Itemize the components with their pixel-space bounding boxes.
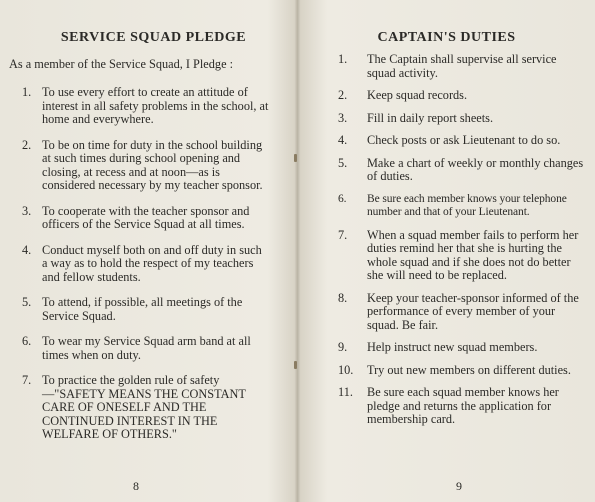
list-item	[22, 139, 270, 193]
item-text: Be sure each member knows your telephone number and that of your Lieutenant.	[367, 192, 567, 218]
list-item	[22, 244, 270, 285]
item-text: To use every effort to create an attitude of interest in all safety problems in the school, at home and everywhere.	[42, 85, 269, 126]
page-number: 8	[133, 479, 139, 493]
item-text: When a squad member fails to perform her duties remind her that she is hurting the whole squad and if she does not do better she will need to be replaced.	[367, 227, 579, 282]
item-text: To cooperate with the teacher sponsor and officers of the Service Squad at all times.	[42, 203, 250, 231]
item-number: 4.	[22, 242, 32, 257]
list-item	[338, 341, 588, 355]
item-text: Fill in daily report sheets.	[367, 110, 494, 125]
item-text: Help instruct new squad members.	[367, 340, 538, 354]
item-number: 10.	[338, 362, 354, 377]
item-number: 2.	[22, 137, 32, 152]
list-item	[338, 292, 588, 333]
item-text: To wear my Service Squad arm band at all times when on duty.	[42, 334, 251, 362]
item-text: Try out new members on different duties.	[367, 362, 571, 377]
item-text: Check posts or ask Lieutenant to do so.	[367, 133, 561, 147]
item-number: 6.	[338, 192, 347, 205]
item-text: To practice the golden rule of safety—"SAFETY MEANS THE CONSTANT CARE OF ONESELF AND THE CONTINUED INTEREST IN THE WELFARE OF OTHERS."	[42, 373, 246, 441]
list-item	[338, 193, 588, 220]
list-item	[22, 374, 270, 442]
list-item	[338, 386, 588, 427]
item-text: The Captain shall supervise all service squad activity.	[367, 52, 557, 80]
item-number: 4.	[338, 133, 348, 147]
list-item	[338, 229, 588, 283]
page-number: 9	[456, 479, 462, 493]
right-page	[298, 0, 595, 502]
list-item	[338, 134, 588, 148]
list-item	[338, 53, 588, 80]
item-number: 3.	[22, 203, 32, 218]
list-item	[338, 364, 588, 378]
item-text: To be on time for duty in the school building at such times during school opening and closing, at recess and at noon—as is considered necessary by my teacher sponsor.	[42, 137, 263, 192]
list-item	[338, 112, 588, 126]
item-text: To attend, if possible, all meetings of the Service Squad.	[42, 295, 243, 323]
pledge-list	[22, 86, 270, 442]
item-number: 1.	[22, 85, 32, 99]
left-page	[0, 0, 297, 502]
item-number: 1.	[338, 52, 348, 66]
list-item	[22, 86, 270, 127]
duties-list	[338, 53, 588, 427]
item-number: 3.	[338, 110, 348, 125]
item-number: 5.	[338, 155, 348, 170]
item-number: 11.	[338, 385, 353, 399]
item-text: Keep your teacher-sponsor informed of the performance of every member of your squad. Be fair.	[367, 290, 579, 332]
item-text: Keep squad records.	[367, 88, 468, 102]
item-text: Conduct myself both on and off duty in such a way as to hold the respect of my teachers and fellow students.	[42, 242, 262, 284]
item-number: 5.	[22, 295, 32, 309]
list-item	[22, 335, 270, 362]
pledge-intro: As a member of the Service Squad, I Pledge :	[9, 57, 234, 71]
list-item	[338, 157, 588, 184]
item-text: Make a chart of weekly or monthly changes of duties.	[367, 155, 584, 183]
page-title: CAPTAIN'S DUTIES	[377, 30, 516, 45]
list-item	[338, 89, 588, 103]
list-item	[22, 205, 270, 232]
item-number: 9.	[338, 340, 348, 354]
list-item	[22, 296, 270, 323]
item-text: Be sure each squad member knows her pledge and returns the application for membership card.	[367, 385, 559, 426]
item-number: 2.	[338, 88, 348, 102]
item-number: 8.	[338, 290, 348, 305]
item-number: 7.	[22, 373, 32, 387]
page-title: SERVICE SQUAD PLEDGE	[60, 30, 247, 45]
item-number: 6.	[22, 334, 32, 348]
item-number: 7.	[338, 227, 348, 242]
